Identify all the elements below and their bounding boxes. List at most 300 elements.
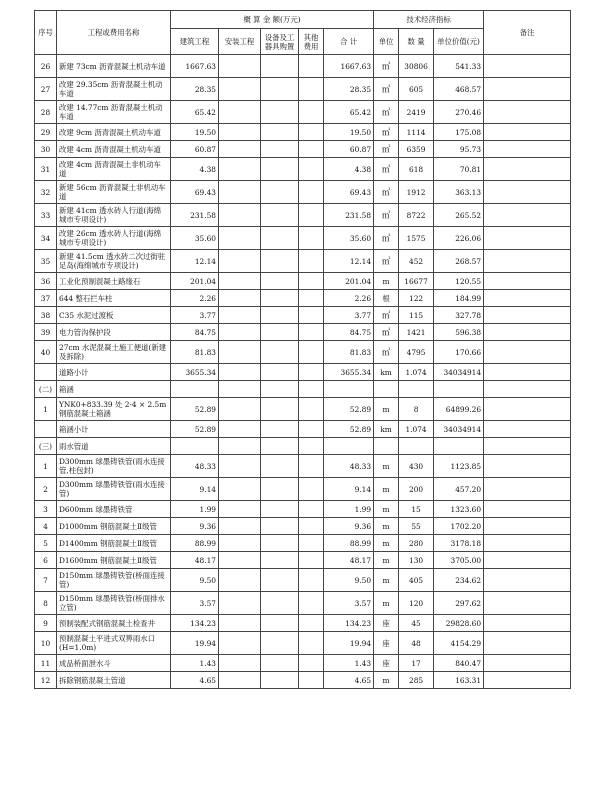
row-equipment bbox=[261, 227, 299, 250]
row-other bbox=[299, 227, 324, 250]
row-other bbox=[299, 204, 324, 227]
row-construction: 48.17 bbox=[171, 552, 219, 569]
row-unit-price: 29828.60 bbox=[434, 615, 484, 632]
row-equipment bbox=[261, 158, 299, 181]
header-unit-price: 单位价值(元) bbox=[434, 29, 484, 55]
row-construction: 19.50 bbox=[171, 124, 219, 141]
header-total: 合 计 bbox=[324, 29, 374, 55]
row-seq: 28 bbox=[35, 101, 57, 124]
row-seq bbox=[35, 364, 57, 381]
row-note bbox=[484, 227, 571, 250]
header-unit: 单位 bbox=[374, 29, 399, 55]
row-total: 1.99 bbox=[324, 501, 374, 518]
header-quantity: 数 量 bbox=[399, 29, 434, 55]
row-construction: 2.26 bbox=[171, 290, 219, 307]
row-total: 1667.63 bbox=[324, 55, 374, 78]
row-unit: m bbox=[374, 672, 399, 689]
row-construction: 9.36 bbox=[171, 518, 219, 535]
row-installation bbox=[219, 341, 261, 364]
row-unit-price: 95.73 bbox=[434, 141, 484, 158]
row-unit-price: 265.52 bbox=[434, 204, 484, 227]
row-total: 4.38 bbox=[324, 158, 374, 181]
table-row bbox=[35, 227, 571, 250]
header-note: 备注 bbox=[484, 11, 571, 55]
row-construction: 60.87 bbox=[171, 141, 219, 158]
row-total: 12.14 bbox=[324, 250, 374, 273]
row-other bbox=[299, 141, 324, 158]
row-quantity: 55 bbox=[399, 518, 434, 535]
row-construction: 3655.34 bbox=[171, 364, 219, 381]
row-note bbox=[484, 273, 571, 290]
row-seq: 30 bbox=[35, 141, 57, 158]
header-equipment: 设备及工器具购置 bbox=[261, 29, 299, 55]
row-other bbox=[299, 569, 324, 592]
row-unit: 座 bbox=[374, 655, 399, 672]
row-unit-price: 270.46 bbox=[434, 101, 484, 124]
table-row bbox=[35, 655, 571, 672]
row-unit-price: 234.62 bbox=[434, 569, 484, 592]
row-unit: m bbox=[374, 455, 399, 478]
row-seq: 27 bbox=[35, 78, 57, 101]
row-construction: 1667.63 bbox=[171, 55, 219, 78]
row-construction: 69.43 bbox=[171, 181, 219, 204]
row-seq: 1 bbox=[35, 455, 57, 478]
row-equipment bbox=[261, 181, 299, 204]
row-unit-price: 120.55 bbox=[434, 273, 484, 290]
table-row bbox=[35, 364, 571, 381]
row-unit: ㎡ bbox=[374, 204, 399, 227]
row-quantity: 200 bbox=[399, 478, 434, 501]
row-other bbox=[299, 307, 324, 324]
row-installation bbox=[219, 204, 261, 227]
row-construction: 3.57 bbox=[171, 592, 219, 615]
header-tech-group: 技术经济指标 bbox=[374, 11, 484, 29]
row-unit: m bbox=[374, 552, 399, 569]
row-construction: 201.04 bbox=[171, 273, 219, 290]
row-total: 9.36 bbox=[324, 518, 374, 535]
row-quantity: 285 bbox=[399, 672, 434, 689]
row-other bbox=[299, 341, 324, 364]
row-equipment bbox=[261, 78, 299, 101]
row-equipment bbox=[261, 421, 299, 438]
row-equipment bbox=[261, 55, 299, 78]
row-equipment bbox=[261, 501, 299, 518]
row-note bbox=[484, 324, 571, 341]
row-unit-price: 297.62 bbox=[434, 592, 484, 615]
row-unit: ㎡ bbox=[374, 124, 399, 141]
row-total: 201.04 bbox=[324, 273, 374, 290]
row-unit-price: 840.47 bbox=[434, 655, 484, 672]
row-other bbox=[299, 364, 324, 381]
row-name: 预制混凝土平进式双箅雨水口(H=1.0m) bbox=[57, 632, 171, 655]
row-installation bbox=[219, 672, 261, 689]
row-installation bbox=[219, 158, 261, 181]
row-equipment bbox=[261, 341, 299, 364]
row-quantity: 605 bbox=[399, 78, 434, 101]
row-installation bbox=[219, 290, 261, 307]
row-total: 52.89 bbox=[324, 421, 374, 438]
row-other bbox=[299, 592, 324, 615]
row-equipment bbox=[261, 398, 299, 421]
row-construction: 12.14 bbox=[171, 250, 219, 273]
row-total: 19.94 bbox=[324, 632, 374, 655]
row-construction: 81.83 bbox=[171, 341, 219, 364]
row-construction: 4.38 bbox=[171, 158, 219, 181]
header-name: 工程或费用名称 bbox=[57, 11, 171, 55]
table-row bbox=[35, 78, 571, 101]
row-equipment bbox=[261, 101, 299, 124]
row-quantity: 1.074 bbox=[399, 364, 434, 381]
row-construction: 3.77 bbox=[171, 307, 219, 324]
row-construction bbox=[171, 381, 219, 398]
row-other bbox=[299, 181, 324, 204]
row-quantity: 1.074 bbox=[399, 421, 434, 438]
row-unit-price: 70.81 bbox=[434, 158, 484, 181]
table-row bbox=[35, 552, 571, 569]
row-name: D1400mm 钢筋混凝土Ⅱ级管 bbox=[57, 535, 171, 552]
table-row bbox=[35, 632, 571, 655]
row-total: 19.50 bbox=[324, 124, 374, 141]
row-other bbox=[299, 421, 324, 438]
row-unit: ㎡ bbox=[374, 101, 399, 124]
row-seq: 32 bbox=[35, 181, 57, 204]
row-note bbox=[484, 101, 571, 124]
row-equipment bbox=[261, 655, 299, 672]
row-name: D300mm 球墨铸铁管(雨水连接管) bbox=[57, 478, 171, 501]
row-total: 9.14 bbox=[324, 478, 374, 501]
row-other bbox=[299, 552, 324, 569]
row-name: 改建 4cm 沥青混凝土非机动车道 bbox=[57, 158, 171, 181]
row-equipment bbox=[261, 438, 299, 455]
row-equipment bbox=[261, 615, 299, 632]
row-name: 工业化预制混凝土路缘石 bbox=[57, 273, 171, 290]
row-seq: 40 bbox=[35, 341, 57, 364]
row-installation bbox=[219, 307, 261, 324]
row-installation bbox=[219, 632, 261, 655]
row-other bbox=[299, 655, 324, 672]
table-row bbox=[35, 518, 571, 535]
row-seq: 8 bbox=[35, 592, 57, 615]
row-total: 28.35 bbox=[324, 78, 374, 101]
row-unit: m bbox=[374, 592, 399, 615]
row-construction: 52.89 bbox=[171, 421, 219, 438]
row-name: D1000mm 钢筋混凝土Ⅱ级管 bbox=[57, 518, 171, 535]
row-installation bbox=[219, 535, 261, 552]
row-seq: 9 bbox=[35, 615, 57, 632]
row-unit: m bbox=[374, 501, 399, 518]
row-total: 60.87 bbox=[324, 141, 374, 158]
row-installation bbox=[219, 364, 261, 381]
row-quantity: 280 bbox=[399, 535, 434, 552]
row-unit-price bbox=[434, 438, 484, 455]
table-row bbox=[35, 672, 571, 689]
row-quantity: 405 bbox=[399, 569, 434, 592]
row-quantity: 130 bbox=[399, 552, 434, 569]
row-quantity bbox=[399, 381, 434, 398]
row-name: 电力管沟保护段 bbox=[57, 324, 171, 341]
header-construction: 建筑工程 bbox=[171, 29, 219, 55]
row-quantity: 120 bbox=[399, 592, 434, 615]
row-quantity: 122 bbox=[399, 290, 434, 307]
row-note bbox=[484, 381, 571, 398]
row-unit-price: 596.38 bbox=[434, 324, 484, 341]
row-installation bbox=[219, 655, 261, 672]
row-equipment bbox=[261, 552, 299, 569]
row-total: 3655.34 bbox=[324, 364, 374, 381]
row-unit-price: 327.78 bbox=[434, 307, 484, 324]
row-seq: 10 bbox=[35, 632, 57, 655]
table-row bbox=[35, 55, 571, 78]
row-seq: 34 bbox=[35, 227, 57, 250]
row-quantity: 30806 bbox=[399, 55, 434, 78]
row-unit-price: 541.33 bbox=[434, 55, 484, 78]
row-total bbox=[324, 381, 374, 398]
row-equipment bbox=[261, 307, 299, 324]
row-seq: 35 bbox=[35, 250, 57, 273]
row-quantity bbox=[399, 438, 434, 455]
row-total: 3.57 bbox=[324, 592, 374, 615]
row-other bbox=[299, 381, 324, 398]
row-note bbox=[484, 78, 571, 101]
row-total: 88.99 bbox=[324, 535, 374, 552]
row-equipment bbox=[261, 455, 299, 478]
row-construction: 1.43 bbox=[171, 655, 219, 672]
row-note bbox=[484, 518, 571, 535]
row-unit-price: 184.99 bbox=[434, 290, 484, 307]
row-total: 48.17 bbox=[324, 552, 374, 569]
row-construction: 19.94 bbox=[171, 632, 219, 655]
row-construction: 65.42 bbox=[171, 101, 219, 124]
table-row bbox=[35, 615, 571, 632]
row-name: C35 水泥过渡板 bbox=[57, 307, 171, 324]
row-installation bbox=[219, 55, 261, 78]
row-seq: 37 bbox=[35, 290, 57, 307]
row-quantity: 15 bbox=[399, 501, 434, 518]
row-unit: 座 bbox=[374, 632, 399, 655]
row-name: 改建 4cm 沥青混凝土机动车道 bbox=[57, 141, 171, 158]
row-installation bbox=[219, 101, 261, 124]
row-equipment bbox=[261, 672, 299, 689]
row-installation bbox=[219, 438, 261, 455]
row-note bbox=[484, 478, 571, 501]
row-installation bbox=[219, 518, 261, 535]
row-other bbox=[299, 632, 324, 655]
row-installation bbox=[219, 124, 261, 141]
row-note bbox=[484, 181, 571, 204]
row-note bbox=[484, 421, 571, 438]
row-construction: 9.14 bbox=[171, 478, 219, 501]
row-quantity: 16677 bbox=[399, 273, 434, 290]
header-seq: 序号 bbox=[35, 11, 57, 55]
row-total: 48.33 bbox=[324, 455, 374, 478]
row-installation bbox=[219, 552, 261, 569]
row-equipment bbox=[261, 632, 299, 655]
table-row bbox=[35, 569, 571, 592]
row-construction: 28.35 bbox=[171, 78, 219, 101]
row-quantity: 2419 bbox=[399, 101, 434, 124]
row-installation bbox=[219, 455, 261, 478]
row-unit-price: 163.31 bbox=[434, 672, 484, 689]
row-quantity: 4795 bbox=[399, 341, 434, 364]
row-quantity: 17 bbox=[399, 655, 434, 672]
row-seq: 33 bbox=[35, 204, 57, 227]
row-seq: 26 bbox=[35, 55, 57, 78]
table-row bbox=[35, 290, 571, 307]
row-total: 9.50 bbox=[324, 569, 374, 592]
row-total: 3.77 bbox=[324, 307, 374, 324]
row-other bbox=[299, 101, 324, 124]
row-name: D300mm 球墨铸铁管(雨水连接管,柱包封) bbox=[57, 455, 171, 478]
header-installation: 安装工程 bbox=[219, 29, 261, 55]
table-row bbox=[35, 250, 571, 273]
row-name: 644 整石拦车柱 bbox=[57, 290, 171, 307]
row-note bbox=[484, 632, 571, 655]
row-equipment bbox=[261, 569, 299, 592]
row-quantity: 1912 bbox=[399, 181, 434, 204]
row-other bbox=[299, 78, 324, 101]
row-construction: 35.60 bbox=[171, 227, 219, 250]
row-unit: ㎡ bbox=[374, 307, 399, 324]
row-installation bbox=[219, 141, 261, 158]
row-seq: (三) bbox=[35, 438, 57, 455]
row-installation bbox=[219, 501, 261, 518]
row-name: 雨水管道 bbox=[57, 438, 171, 455]
row-other bbox=[299, 324, 324, 341]
row-unit: ㎡ bbox=[374, 181, 399, 204]
row-name: 新建 56cm 沥青混凝土非机动车道 bbox=[57, 181, 171, 204]
row-name: YNK0+833.39 处 2-4 × 2.5m 钢筋混凝土箱涵 bbox=[57, 398, 171, 421]
row-name: 27cm 水泥混凝土施工便道(新建及拆除) bbox=[57, 341, 171, 364]
row-unit-price: 1123.85 bbox=[434, 455, 484, 478]
table-row bbox=[35, 478, 571, 501]
row-other bbox=[299, 158, 324, 181]
row-equipment bbox=[261, 592, 299, 615]
row-quantity: 45 bbox=[399, 615, 434, 632]
row-seq: 36 bbox=[35, 273, 57, 290]
row-unit bbox=[374, 381, 399, 398]
row-other bbox=[299, 398, 324, 421]
row-other bbox=[299, 501, 324, 518]
row-unit: 根 bbox=[374, 290, 399, 307]
row-unit-price: 4154.29 bbox=[434, 632, 484, 655]
row-note bbox=[484, 398, 571, 421]
table-row bbox=[35, 101, 571, 124]
row-seq: 12 bbox=[35, 672, 57, 689]
row-note bbox=[484, 672, 571, 689]
row-note bbox=[484, 124, 571, 141]
row-other bbox=[299, 124, 324, 141]
row-seq: 39 bbox=[35, 324, 57, 341]
row-quantity: 452 bbox=[399, 250, 434, 273]
row-name: 改建 26cm 透水砖人行道(海绵城市专项设计) bbox=[57, 227, 171, 250]
row-name: 道路小计 bbox=[57, 364, 171, 381]
row-unit: m bbox=[374, 569, 399, 592]
row-name: D600mm 球墨铸铁管 bbox=[57, 501, 171, 518]
row-construction: 4.65 bbox=[171, 672, 219, 689]
row-unit: m bbox=[374, 535, 399, 552]
row-seq: 38 bbox=[35, 307, 57, 324]
row-installation bbox=[219, 181, 261, 204]
row-note bbox=[484, 552, 571, 569]
row-note bbox=[484, 455, 571, 478]
table-body bbox=[35, 55, 571, 689]
row-seq: 1 bbox=[35, 398, 57, 421]
row-total: 65.42 bbox=[324, 101, 374, 124]
row-total: 134.23 bbox=[324, 615, 374, 632]
row-unit: m bbox=[374, 478, 399, 501]
row-quantity: 115 bbox=[399, 307, 434, 324]
row-note bbox=[484, 341, 571, 364]
row-name: 拆除钢筋混凝土管道 bbox=[57, 672, 171, 689]
row-name: D150mm 球墨铸铁管(桥面排水立管) bbox=[57, 592, 171, 615]
row-unit: ㎡ bbox=[374, 250, 399, 273]
row-name: 箱涵 bbox=[57, 381, 171, 398]
row-unit-price bbox=[434, 381, 484, 398]
row-note bbox=[484, 592, 571, 615]
table-row bbox=[35, 181, 571, 204]
row-unit: m bbox=[374, 518, 399, 535]
row-unit-price: 268.57 bbox=[434, 250, 484, 273]
row-other bbox=[299, 535, 324, 552]
row-unit: ㎡ bbox=[374, 341, 399, 364]
row-other bbox=[299, 478, 324, 501]
table-row bbox=[35, 158, 571, 181]
table-row bbox=[35, 455, 571, 478]
row-unit: km bbox=[374, 364, 399, 381]
row-unit: ㎡ bbox=[374, 324, 399, 341]
row-total: 84.75 bbox=[324, 324, 374, 341]
row-name: 新建 73cm 沥青混凝土机动车道 bbox=[57, 55, 171, 78]
row-seq: 31 bbox=[35, 158, 57, 181]
row-note bbox=[484, 250, 571, 273]
row-equipment bbox=[261, 124, 299, 141]
header-estimate-group: 概 算 金 额(万元) bbox=[171, 11, 374, 29]
table-row bbox=[35, 204, 571, 227]
row-name: D1600mm 钢筋混凝土Ⅱ级管 bbox=[57, 552, 171, 569]
row-installation bbox=[219, 227, 261, 250]
row-installation bbox=[219, 421, 261, 438]
row-unit-price: 457.20 bbox=[434, 478, 484, 501]
row-equipment bbox=[261, 518, 299, 535]
row-name: 新建 41cm 透水砖人行道(海绵城市专项设计) bbox=[57, 204, 171, 227]
row-quantity: 8722 bbox=[399, 204, 434, 227]
row-quantity: 1114 bbox=[399, 124, 434, 141]
row-note bbox=[484, 569, 571, 592]
row-total bbox=[324, 438, 374, 455]
row-quantity: 430 bbox=[399, 455, 434, 478]
row-unit-price: 64899.26 bbox=[434, 398, 484, 421]
row-total: 4.65 bbox=[324, 672, 374, 689]
table-row bbox=[35, 273, 571, 290]
row-unit-price: 468.57 bbox=[434, 78, 484, 101]
row-other bbox=[299, 518, 324, 535]
row-total: 81.83 bbox=[324, 341, 374, 364]
header-other: 其他费用 bbox=[299, 29, 324, 55]
table-row bbox=[35, 307, 571, 324]
row-name: 成品桥面泄水斗 bbox=[57, 655, 171, 672]
row-seq: 6 bbox=[35, 552, 57, 569]
row-construction: 48.33 bbox=[171, 455, 219, 478]
row-note bbox=[484, 535, 571, 552]
row-unit-price: 34034914 bbox=[434, 364, 484, 381]
row-equipment bbox=[261, 273, 299, 290]
row-seq bbox=[35, 421, 57, 438]
row-unit-price: 226.06 bbox=[434, 227, 484, 250]
row-quantity: 6359 bbox=[399, 141, 434, 158]
row-seq: 3 bbox=[35, 501, 57, 518]
row-other bbox=[299, 290, 324, 307]
row-seq: 7 bbox=[35, 569, 57, 592]
